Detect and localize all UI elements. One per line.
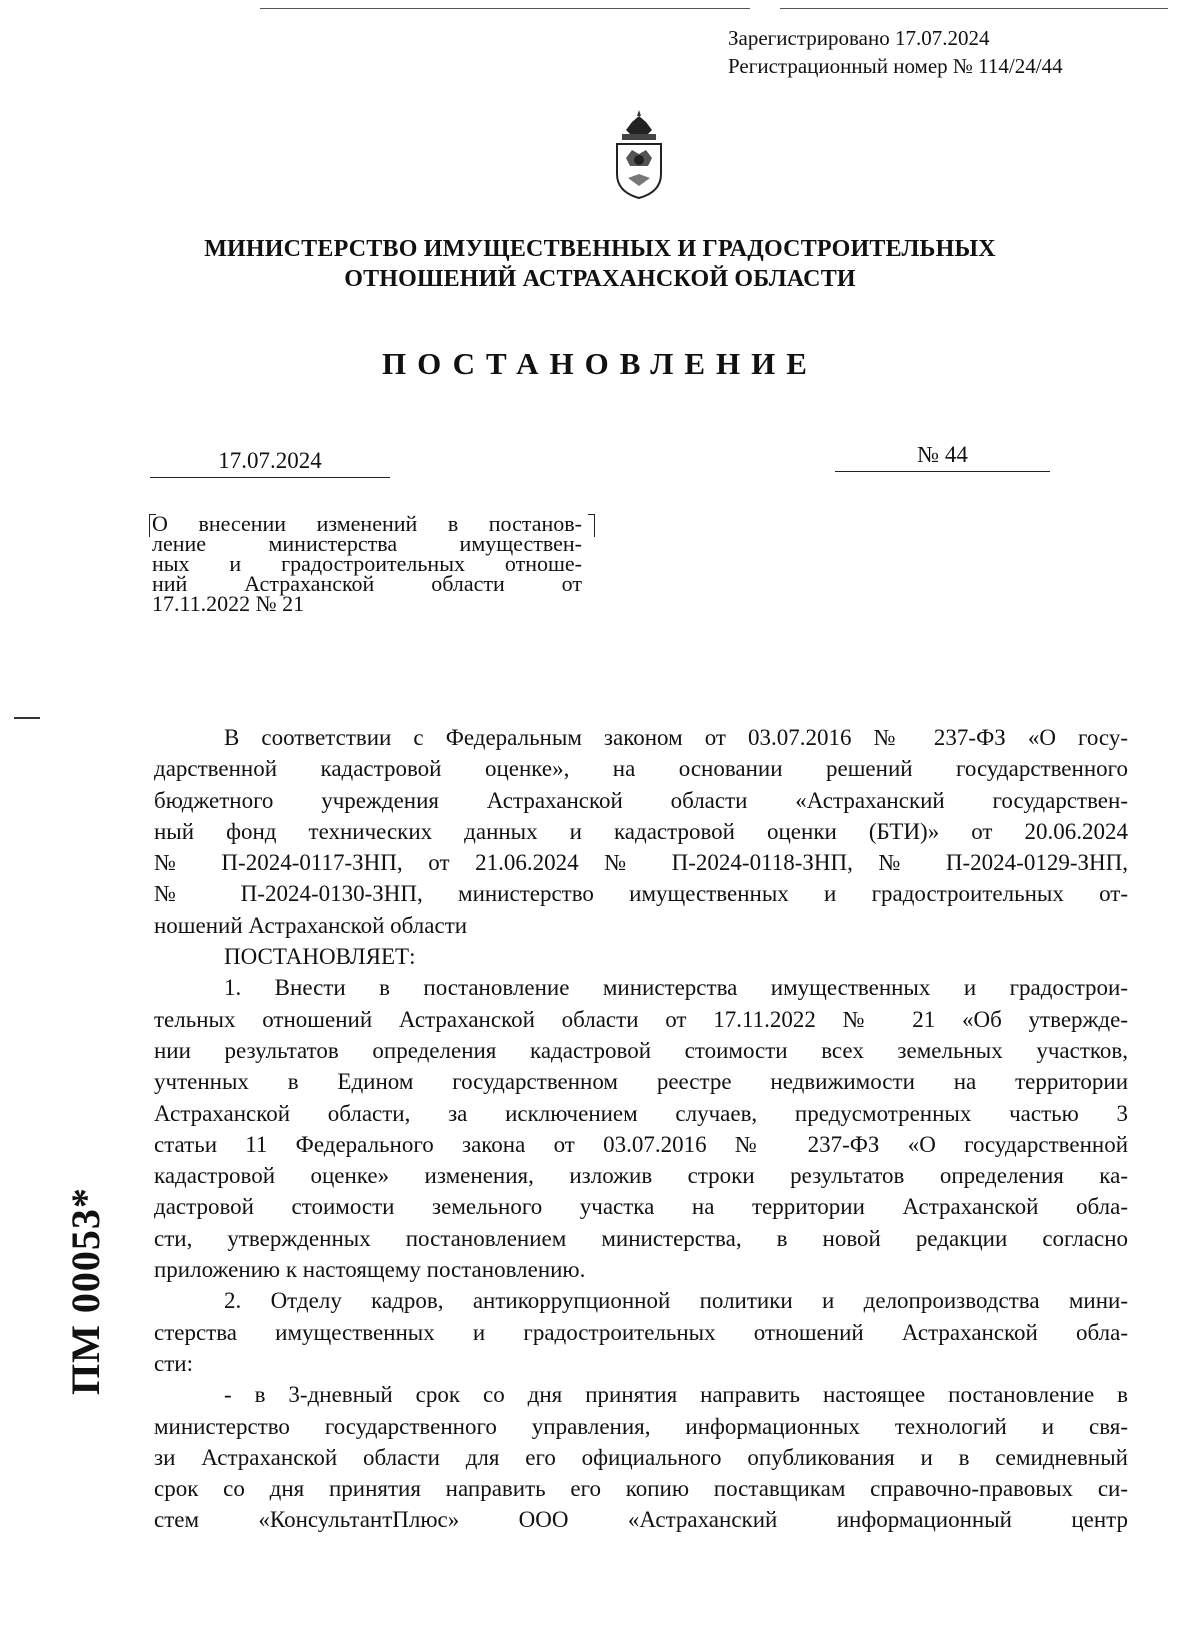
- body-line: тельных отношений Астраханской области от 17.11.2022 № 21 «Об утвержде-: [154, 1006, 1128, 1032]
- registration-block: [728, 24, 1063, 80]
- body-line: дарственной кадастровой оценке», на основании решений государственного: [154, 756, 1128, 782]
- body-line: учтенных в Едином государственном реестре недвижимости на территории: [154, 1069, 1128, 1095]
- body-line: стем «КонсультантПлюс» ООО «Астраханский информационный центр: [154, 1507, 1128, 1533]
- astrakhan-coat-of-arms-icon: [612, 108, 666, 200]
- subject-line: ных и градостроительных отноше-: [152, 551, 582, 576]
- body-line: приложению к настоящему постановлению.: [154, 1257, 586, 1283]
- body-line: дастровой стоимости земельного участка на территории Астраханской обла-: [154, 1194, 1128, 1220]
- body-line: 1. Внести в постановление министерства имущественных и градострои-: [224, 975, 1128, 1001]
- body-line: 2. Отделу кадров, антикоррупционной политики и делопроизводства мини-: [224, 1288, 1128, 1314]
- body-line: сти, утвержденных постановлением министерства, в новой редакции согласно: [154, 1225, 1128, 1251]
- document-type: ПОСТАНОВЛЕНИЕ: [382, 346, 818, 381]
- subject-line: О внесении изменений в постанов-: [152, 511, 582, 536]
- body-line: - в 3-дневный срок со дня принятия направить настоящее постановление в: [224, 1382, 1128, 1408]
- top-rule-right: [780, 8, 1168, 9]
- side-stamp: ПМ 00053*: [63, 1187, 108, 1395]
- body-line: № П-2024-0117-ЗНП, от 21.06.2024 № П-2024-0118-ЗНП, № П-2024-0129-ЗНП,: [154, 850, 1128, 876]
- registration-date: Зарегистрировано 17.07.2024: [728, 26, 990, 50]
- registration-number: Регистрационный номер № 114/24/44: [728, 54, 1063, 78]
- subject-bracket-right: [588, 514, 595, 537]
- body-line: министерство государственного управления, информационных технологий и свя-: [154, 1413, 1128, 1439]
- margin-mark: [14, 717, 40, 719]
- document-subject: [152, 511, 582, 616]
- subject-line: 17.11.2022 № 21: [152, 591, 305, 616]
- document-date: 17.07.2024: [150, 448, 390, 478]
- top-rule-left: [260, 8, 750, 9]
- document-body: [154, 722, 1128, 1536]
- body-line: В соответствии с Федеральным законом от 03.07.2016 № 237-ФЗ «О госу-: [224, 725, 1128, 750]
- body-line-decree: ПОСТАНОВЛЯЕТ:: [224, 944, 416, 970]
- subject-line: ление министерства имуществен-: [152, 531, 582, 556]
- body-line: бюджетного учреждения Астраханской области «Астраханский государствен-: [154, 787, 1128, 813]
- ministry-line-1: МИНИСТЕРСТВО ИМУЩЕСТВЕННЫХ И ГРАДОСТРОИТЕЛЬНЫХ: [204, 236, 996, 262]
- body-line: стерства имущественных и градостроительных отношений Астраханской обла-: [154, 1319, 1128, 1345]
- body-line: сти:: [154, 1350, 193, 1376]
- body-line: статьи 11 Федерального закона от 03.07.2016 № 237-ФЗ «О государственной: [154, 1131, 1128, 1157]
- body-line: зи Астраханской области для его официального опубликования и в семидневный: [154, 1444, 1128, 1470]
- ministry-header: [0, 234, 1200, 294]
- ministry-line-2: ОТНОШЕНИЙ АСТРАХАНСКОЙ ОБЛАСТИ: [344, 266, 856, 292]
- body-line: ношений Астраханской области: [154, 912, 468, 938]
- document-number: № 44: [835, 442, 1050, 472]
- body-line: ный фонд технических данных и кадастровой оценки (БТИ)» от 20.06.2024: [154, 818, 1128, 844]
- body-line: Астраханской области, за исключением случаев, предусмотренных частью 3: [154, 1100, 1128, 1126]
- body-line: кадастровой оценке» изменения, изложив строки результатов определения ка-: [154, 1163, 1128, 1189]
- body-line: нии результатов определения кадастровой стоимости всех земельных участков,: [154, 1037, 1128, 1063]
- body-line: № П-2024-0130-ЗНП, министерство имущественных и градостроительных от-: [154, 881, 1128, 907]
- body-line: срок со дня принятия направить его копию поставщикам справочно-правовых си-: [154, 1476, 1128, 1502]
- subject-line: ний Астраханской области от: [152, 571, 582, 596]
